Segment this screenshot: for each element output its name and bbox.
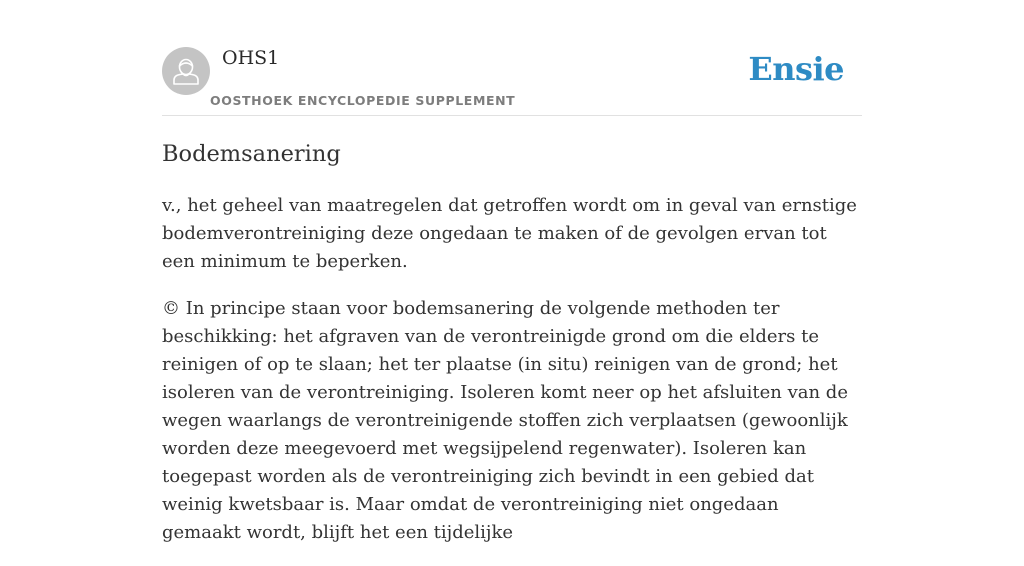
entry-body	[162, 192, 862, 566]
entry-title: Bodemsanering	[162, 141, 341, 167]
entry-paragraph: v., het geheel van maatregelen dat getroffen wordt om in geval van ernstige bodemverontreiniging deze ongedaan te maken of de gevolgen ervan tot een minimum te beperken.	[162, 195, 857, 272]
entry-header	[162, 0, 862, 116]
brand-logo[interactable]: Ensie	[748, 50, 844, 88]
entry-paragraph: © In principe staan voor bodemsanering de volgende methoden ter beschikking: het afgraven van de verontreinigde grond om die elders te reinigen of op te slaan; het ter plaatse (in situ) reinigen van de grond; het isoleren van de verontreiniging. Isoleren komt neer op het afsluiten van de wegen waarlangs de verontreinigende stoffen zich verplaatsen (gewoonlijk worden deze meegevoerd met wegsijpelend regenwater). Isoleren kan toegepast worden als de verontreiniging zich bevindt in een gebied dat weinig kwetsbaar is. Maar omdat de verontreiniging niet ongedaan gemaakt wordt, blijft het een tijdelijke	[162, 298, 848, 543]
user-avatar-icon[interactable]	[162, 47, 210, 95]
author-name[interactable]: OHS1	[222, 47, 280, 69]
source-label[interactable]: OOSTHOEK ENCYCLOPEDIE SUPPLEMENT	[210, 93, 516, 108]
